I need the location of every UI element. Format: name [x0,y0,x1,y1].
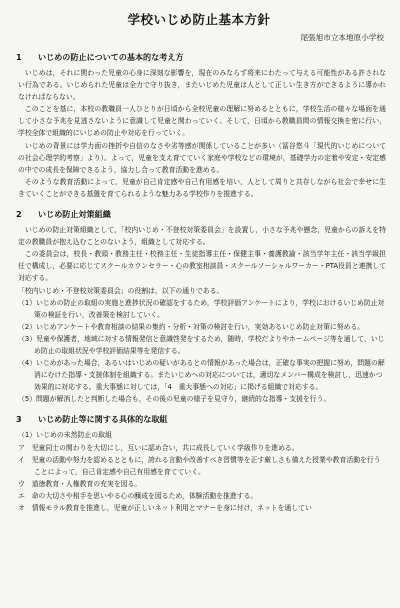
list-item: ア 児童同士の関わりを大切にし，互いに認め合い，共に成長していく学級作りを進める。 [18,443,299,452]
section-1-paragraph: いじめは，それに関わった児童の心身に深刻な影響を，現在のみならず将来にわたって与える可能性がある許されない行為である。いじめられた児童は全力で守り抜き，またいじめた児童は人として正しい生き方ができるように導かれなければならない。 [18,69,386,102]
list-item: （4）いじめがあった場合，あるいはいじめの疑いがあるとの情報があった場合は，正確な事実の把握に努め，問題の解消にむけた指導・支援体制を組織する。またいじめへの対応については，適切なメンバー構成を検討し，迅速かつ効果的に対応する。重大事態に対しては，「4 重大事態への対応」に掲げる組織で対応する。 [18,359,385,392]
section-2-heading [12,209,386,220]
section-3-title: いじめ防止等に関する具体的な取組 [38,414,168,425]
section-1-heading [12,52,386,63]
section-2-title: いじめ防止対策組織 [38,209,111,220]
section-2-number: 2 [16,209,22,220]
section-1-number: 1 [16,52,22,62]
list-item: （2）いじめアンケートや教育相談の結果の集約・分析・対策の検討を行い，実効あるいじめ防止対策に努める。 [18,322,365,331]
committee-role-intro: 「校内いじめ・不登校対策委員会」の役割は，以下の通りである。 [18,286,224,295]
section-3-heading [12,414,386,425]
section-1-paragraph: このことを基に，本校の教職員一人ひとりが日頃から全校児童の理解に努めるとともに，学校生活の様々な場面を通して小さな予兆を見逃さないように意識して児童と関わっていく。そして，日頃から教職員間の情報交換を密に行い，学校全体で組織的にいじめの防止や対応を行っていく。 [18,105,386,138]
list-item: （5）問題が解消したと判断した場合も，その後の児童の様子を見守り，継続的な指導・支援を行う。 [18,395,331,404]
section-2-paragraph: この委員会は，校長・教頭・教務主任・校務主任・生徒指導主任・保健主事・養護教諭・該当学年主任・該当学級担任で構成し，必要に応じてスクールカウンセラー・心の教室相談員・スクールソーシャルワーカー・PTA役員と連携して対応する。 [18,250,386,283]
prevention-subheading: （1）いじめの未然防止の取組 [18,431,112,440]
list-item: イ 児童の活動や努力を認めるとともに，誇れる言動や改善すべき習慣等を正す厳しさも備えた授業や教育活動を行うことによって，自己肯定感や自己有用感を育てていく。 [18,455,381,476]
list-item: （1）いじめの防止の取組の実施と進捗状況の確認をするため，学校評価アンケートにより，学校におけるいじめ防止対策の検証を行い，改善策を検討していく。 [18,298,385,319]
section-3-number: 3 [16,414,22,425]
document-title: 学校いじめ防止基本方針 [127,12,271,27]
school-name: 尾張旭市立本地原小学校 [300,33,384,42]
prevention-list [12,442,386,515]
section-1-paragraph: いじめの背景には学力面の挫折や自信のなさや劣等感が関係していることが多い（冨谷悠斗「現代的いじめについての社会心理学的考察」より）。よって，児童を支え育てていく家庭や学校などの環境が，基礎学力の定着や安定・安定感の中での成長を保障できるよう，協力し合って教育活動を進める。 [18,141,386,174]
committee-role-list [12,297,386,406]
list-item: ウ 道徳教育・人権教育の充実を図る。 [18,479,142,488]
section-2-paragraph: いじめの防止対策組織として，「校内いじめ・不登校対策委員会」を設置し，小さな予兆や懸念，児童からの訴えを特定の教職員が抱え込むことのないよう，組織として対応する。 [18,226,386,247]
section-1-paragraph: そのような教育活動によって，児童が自己肯定感や自己有用感を培い，人として周りと共存しながら社会で幸せに生きていくことができる基盤を育てられるような魅力ある学校作りを推進する。 [18,177,386,198]
list-item: オ 情報モラル教育を推進し，児童が正しいネット利用とマナーを身に付け，ネットを通してい [18,504,312,512]
list-item: エ 命の大切さや相手を思いやる心の醸成を図るため，体験活動を推進する。 [18,491,258,500]
section-1-title: いじめの防止についての基本的な考え方 [38,52,184,62]
list-item: （3）児童や保護者，地域に対する情報発信と意識啓発をするため，随時，学校だよりやホームページ等を通して，いじめ防止の取組状況や学校評価結果等を発信する。 [18,334,385,355]
